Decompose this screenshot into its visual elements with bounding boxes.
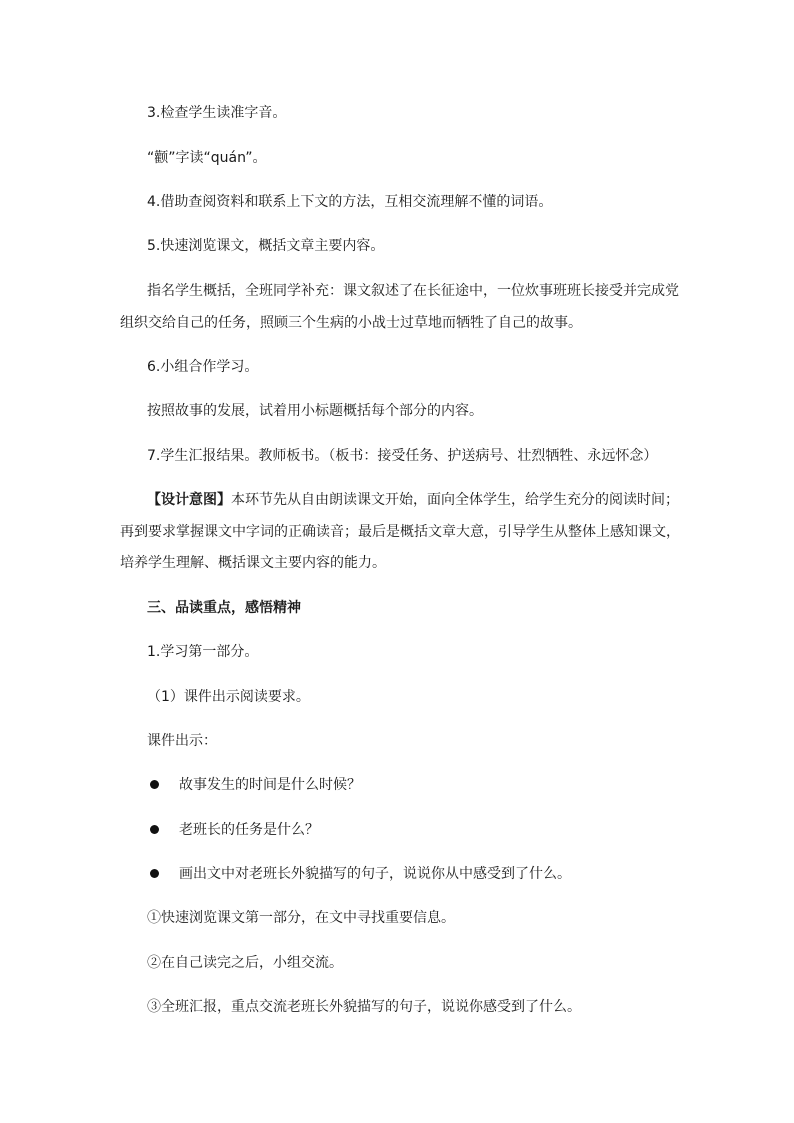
design-intent-text-1: 本环节先从自由朗读课文开始，面向全体学生，给学生充分的阅读时间； bbox=[231, 492, 679, 508]
step-5: 5.快速浏览课文，概括文章主要内容。 bbox=[147, 238, 385, 254]
section-3-heading: 三、品读重点，感悟精神 bbox=[147, 600, 301, 616]
bullet-icon bbox=[150, 869, 159, 878]
step-4: 4.借助查阅资料和联系上下文的方法，互相交流理解不懂的词语。 bbox=[147, 194, 553, 210]
circled-step-1: ①快速浏览课文第一部分，在文中寻找重要信息。 bbox=[147, 910, 455, 926]
circled-step-3: ③全班汇报，重点交流老班长外貌描写的句子，说说你感受到了什么。 bbox=[147, 999, 581, 1015]
step-7: 7.学生汇报结果。教师板书。（板书：接受任务、护送病号、壮烈牺牲、永远怀念） bbox=[147, 448, 658, 464]
bullet-text: 老班长的任务是什么？ bbox=[179, 822, 319, 838]
section-3-item-1: 1.学习第一部分。 bbox=[147, 644, 259, 660]
courseware-label: 课件出示： bbox=[147, 733, 217, 749]
bullet-text: 故事发生的时间是什么时候？ bbox=[179, 777, 361, 793]
design-intent-label: 【设计意图】 bbox=[147, 492, 231, 508]
bullet-icon bbox=[150, 780, 159, 789]
circled-step-2: ②在自己读完之后，小组交流。 bbox=[147, 955, 343, 971]
step-5-paragraph-line-1: 指名学生概括，全班同学补充：课文叙述了在长征途中，一位炊事班班长接受并完成党 bbox=[147, 283, 679, 299]
step-3-note: “颧”字读“quán”。 bbox=[147, 150, 267, 166]
bullet-text: 画出文中对老班长外貌描写的句子，说说你从中感受到了什么。 bbox=[179, 866, 571, 882]
step-6: 6.小组合作学习。 bbox=[147, 359, 259, 375]
bullet-icon bbox=[150, 825, 159, 834]
design-intent-line-3: 培养学生理解、概括课文主要内容的能力。 bbox=[120, 555, 386, 571]
step-3: 3.检查学生读准字音。 bbox=[147, 105, 287, 121]
step-5-paragraph-line-2: 组织交给自己的任务，照顾三个生病的小战士过草地而牺牲了自己的故事。 bbox=[120, 315, 582, 331]
design-intent-line-2: 再到要求掌握课文中字词的正确读音；最后是概括文章大意，引导学生从整体上感知课文， bbox=[120, 524, 680, 540]
section-3-sub-1: （1）课件出示阅读要求。 bbox=[147, 689, 310, 705]
step-6-note: 按照故事的发展，试着用小标题概括每个部分的内容。 bbox=[147, 403, 483, 419]
design-intent-line-1 bbox=[147, 490, 679, 510]
